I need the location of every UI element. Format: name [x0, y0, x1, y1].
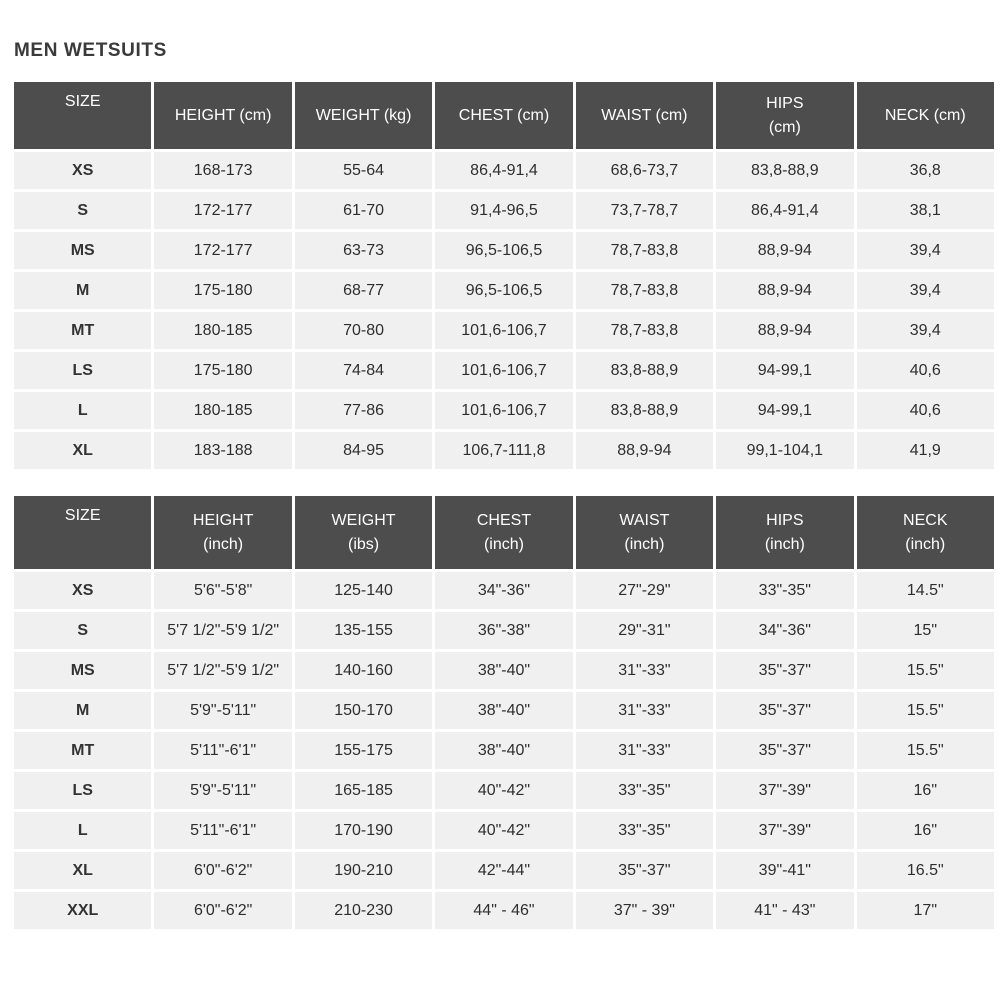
hips-cell: 33"-35": [716, 572, 853, 609]
neck-cell: 38,1: [857, 192, 994, 229]
size-cell: L: [14, 392, 151, 429]
height-cell: 172-177: [154, 192, 291, 229]
table-header-row: [14, 496, 994, 569]
height-cell: 183-188: [154, 432, 291, 469]
waist-cell: 31"-33": [576, 692, 713, 729]
column-header-neck: [857, 496, 994, 569]
hips-cell: 94-99,1: [716, 352, 853, 389]
neck-cell: 14.5": [857, 572, 994, 609]
height-cell: 6'0"-6'2": [154, 852, 291, 889]
weight-cell: 210-230: [295, 892, 432, 929]
column-header-size: [14, 82, 151, 149]
weight-cell: 74-84: [295, 352, 432, 389]
weight-cell: 155-175: [295, 732, 432, 769]
waist-cell: 31"-33": [576, 732, 713, 769]
column-header-label: HIPS: [766, 511, 804, 529]
neck-cell: 15.5": [857, 652, 994, 689]
column-header-size: [14, 496, 151, 569]
height-cell: 6'0"-6'2": [154, 892, 291, 929]
weight-cell: 70-80: [295, 312, 432, 349]
table-row: [14, 692, 994, 729]
chest-cell: 42"-44": [435, 852, 572, 889]
hips-cell: 35"-37": [716, 732, 853, 769]
neck-cell: 15": [857, 612, 994, 649]
hips-cell: 86,4-91,4: [716, 192, 853, 229]
column-header-weight: [295, 82, 432, 149]
column-header-unit: (inch): [624, 535, 665, 553]
column-header-label: CHEST: [476, 511, 532, 529]
neck-cell: 16": [857, 812, 994, 849]
column-header-label: WEIGHT: [331, 511, 396, 529]
chest-cell: 34"-36": [435, 572, 572, 609]
table-row: [14, 732, 994, 769]
column-header-label: HEIGHT (cm): [174, 106, 272, 124]
chest-cell: 96,5-106,5: [435, 232, 572, 269]
waist-cell: 29"-31": [576, 612, 713, 649]
size-cell: LS: [14, 772, 151, 809]
column-header-unit: (inch): [905, 535, 946, 553]
waist-cell: 78,7-83,8: [576, 312, 713, 349]
size-cell: XS: [14, 152, 151, 189]
height-cell: 175-180: [154, 272, 291, 309]
weight-cell: 170-190: [295, 812, 432, 849]
column-header-label: HIPS: [766, 94, 804, 112]
neck-cell: 15.5": [857, 692, 994, 729]
size-cell: MT: [14, 732, 151, 769]
weight-cell: 77-86: [295, 392, 432, 429]
weight-cell: 63-73: [295, 232, 432, 269]
table-row: [14, 232, 994, 269]
height-cell: 5'6"-5'8": [154, 572, 291, 609]
size-cell: MT: [14, 312, 151, 349]
size-cell: LS: [14, 352, 151, 389]
weight-cell: 140-160: [295, 652, 432, 689]
chest-cell: 96,5-106,5: [435, 272, 572, 309]
waist-cell: 37" - 39": [576, 892, 713, 929]
column-header-chest: [435, 82, 572, 149]
waist-cell: 33"-35": [576, 772, 713, 809]
weight-cell: 165-185: [295, 772, 432, 809]
column-header-label: WEIGHT (kg): [315, 106, 412, 124]
hips-cell: 88,9-94: [716, 272, 853, 309]
hips-cell: 99,1-104,1: [716, 432, 853, 469]
table-header-row: [14, 82, 994, 149]
column-header-unit: (ibs): [348, 535, 380, 553]
waist-cell: 31"-33": [576, 652, 713, 689]
column-header-waist: [576, 496, 713, 569]
metric-size-table: [11, 79, 997, 472]
waist-cell: 73,7-78,7: [576, 192, 713, 229]
column-header-hips: [716, 82, 853, 149]
waist-cell: 83,8-88,9: [576, 352, 713, 389]
size-cell: S: [14, 192, 151, 229]
chest-cell: 101,6-106,7: [435, 352, 572, 389]
neck-cell: 16": [857, 772, 994, 809]
size-cell: XL: [14, 432, 151, 469]
column-header-weight: [295, 496, 432, 569]
table-row: [14, 852, 994, 889]
table-row: [14, 812, 994, 849]
weight-cell: 135-155: [295, 612, 432, 649]
column-header-waist: [576, 82, 713, 149]
hips-cell: 35"-37": [716, 652, 853, 689]
column-header-label: HEIGHT: [192, 511, 254, 529]
neck-cell: 16.5": [857, 852, 994, 889]
hips-cell: 83,8-88,9: [716, 152, 853, 189]
chest-cell: 101,6-106,7: [435, 392, 572, 429]
table-row: [14, 892, 994, 929]
size-cell: L: [14, 812, 151, 849]
height-cell: 180-185: [154, 312, 291, 349]
hips-cell: 88,9-94: [716, 312, 853, 349]
height-cell: 168-173: [154, 152, 291, 189]
chest-cell: 91,4-96,5: [435, 192, 572, 229]
column-header-label: WAIST: [619, 511, 670, 529]
size-cell: XS: [14, 572, 151, 609]
table-row: [14, 772, 994, 809]
size-cell: M: [14, 692, 151, 729]
chest-cell: 86,4-91,4: [435, 152, 572, 189]
column-header-height: [154, 82, 291, 149]
chest-cell: 38"-40": [435, 692, 572, 729]
column-header-label: CHEST (cm): [458, 106, 550, 124]
waist-cell: 88,9-94: [576, 432, 713, 469]
table-row: [14, 352, 994, 389]
chest-cell: 40"-42": [435, 812, 572, 849]
hips-cell: 35"-37": [716, 692, 853, 729]
column-header-unit: (inch): [203, 535, 244, 553]
neck-cell: 39,4: [857, 272, 994, 309]
weight-cell: 150-170: [295, 692, 432, 729]
weight-cell: 125-140: [295, 572, 432, 609]
height-cell: 5'7 1/2"-5'9 1/2": [154, 612, 291, 649]
weight-cell: 84-95: [295, 432, 432, 469]
column-header-neck: [857, 82, 994, 149]
chest-cell: 38"-40": [435, 652, 572, 689]
column-header-hips: [716, 496, 853, 569]
neck-cell: 39,4: [857, 232, 994, 269]
size-cell: XL: [14, 852, 151, 889]
weight-cell: 190-210: [295, 852, 432, 889]
size-cell: S: [14, 612, 151, 649]
table-row: [14, 192, 994, 229]
column-header-unit: (inch): [764, 535, 805, 553]
chest-cell: 40"-42": [435, 772, 572, 809]
neck-cell: 36,8: [857, 152, 994, 189]
height-cell: 5'11"-6'1": [154, 812, 291, 849]
size-cell: MS: [14, 232, 151, 269]
hips-cell: 41" - 43": [716, 892, 853, 929]
height-cell: 5'9"-5'11": [154, 772, 291, 809]
size-cell: XXL: [14, 892, 151, 929]
neck-cell: 40,6: [857, 392, 994, 429]
table-row: [14, 272, 994, 309]
column-header-label: WAIST (cm): [601, 106, 688, 124]
column-header-label: SIZE: [64, 507, 101, 524]
hips-cell: 39"-41": [716, 852, 853, 889]
column-header-unit: (inch): [483, 535, 524, 553]
neck-cell: 39,4: [857, 312, 994, 349]
chest-cell: 38"-40": [435, 732, 572, 769]
height-cell: 180-185: [154, 392, 291, 429]
neck-cell: 17": [857, 892, 994, 929]
waist-cell: 33"-35": [576, 812, 713, 849]
chest-cell: 101,6-106,7: [435, 312, 572, 349]
weight-cell: 55-64: [295, 152, 432, 189]
height-cell: 5'7 1/2"-5'9 1/2": [154, 652, 291, 689]
weight-cell: 68-77: [295, 272, 432, 309]
column-header-label: SIZE: [64, 93, 101, 110]
table-row: [14, 432, 994, 469]
hips-cell: 88,9-94: [716, 232, 853, 269]
waist-cell: 35"-37": [576, 852, 713, 889]
weight-cell: 61-70: [295, 192, 432, 229]
table-row: [14, 612, 994, 649]
neck-cell: 15.5": [857, 732, 994, 769]
table-row: [14, 392, 994, 429]
chest-cell: 106,7-111,8: [435, 432, 572, 469]
waist-cell: 68,6-73,7: [576, 152, 713, 189]
chest-cell: 36"-38": [435, 612, 572, 649]
table-row: [14, 152, 994, 189]
waist-cell: 27"-29": [576, 572, 713, 609]
height-cell: 172-177: [154, 232, 291, 269]
waist-cell: 78,7-83,8: [576, 232, 713, 269]
size-cell: M: [14, 272, 151, 309]
imperial-size-table: [11, 493, 997, 932]
hips-cell: 37"-39": [716, 772, 853, 809]
waist-cell: 83,8-88,9: [576, 392, 713, 429]
height-cell: 175-180: [154, 352, 291, 389]
table-row: [14, 652, 994, 689]
column-header-unit: (cm): [768, 118, 801, 136]
hips-cell: 94-99,1: [716, 392, 853, 429]
waist-cell: 78,7-83,8: [576, 272, 713, 309]
column-header-chest: [435, 496, 572, 569]
neck-cell: 41,9: [857, 432, 994, 469]
height-cell: 5'11"-6'1": [154, 732, 291, 769]
neck-cell: 40,6: [857, 352, 994, 389]
height-cell: 5'9"-5'11": [154, 692, 291, 729]
table-row: [14, 572, 994, 609]
column-header-label: NECK (cm): [884, 106, 966, 124]
hips-cell: 34"-36": [716, 612, 853, 649]
column-header-label: NECK: [903, 511, 948, 529]
size-cell: MS: [14, 652, 151, 689]
hips-cell: 37"-39": [716, 812, 853, 849]
table-row: [14, 312, 994, 349]
page-title: MEN WETSUITS: [14, 40, 167, 61]
chest-cell: 44" - 46": [435, 892, 572, 929]
column-header-height: [154, 496, 291, 569]
